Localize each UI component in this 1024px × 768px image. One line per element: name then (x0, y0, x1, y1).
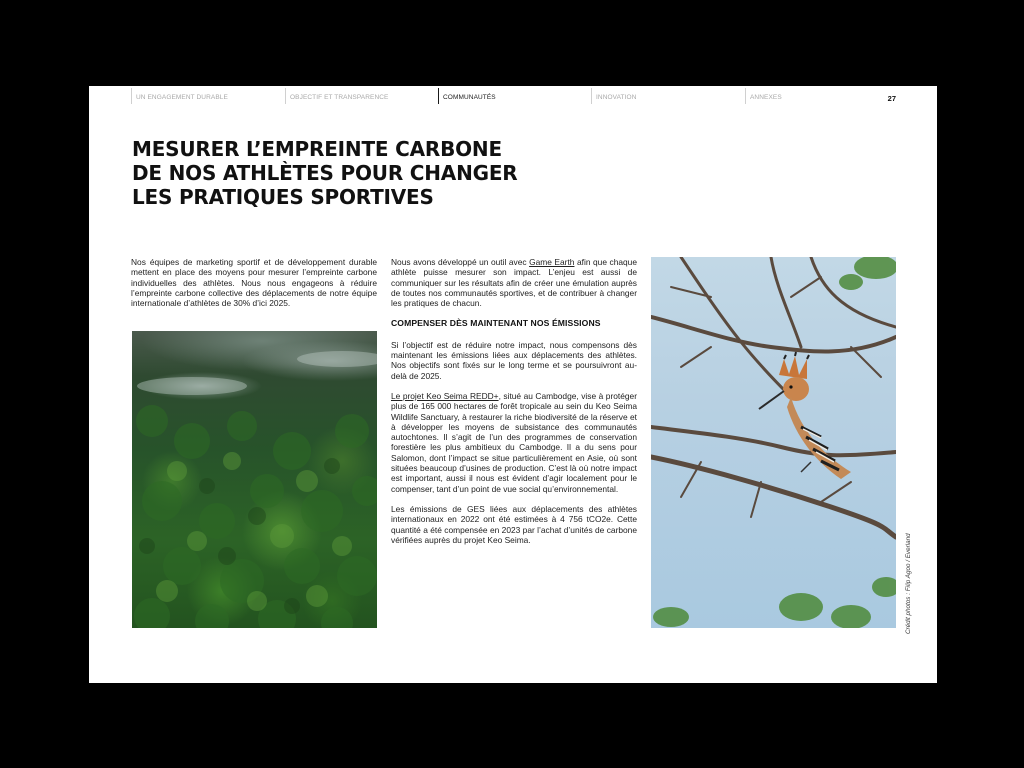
nav-item-engagement[interactable]: UN ENGAGEMENT DURABLE (131, 88, 282, 104)
hoopoe-photo (651, 257, 896, 628)
photo-credit: Crédit photos : Filip Agoo / Everland (905, 533, 912, 634)
middle-column (391, 257, 637, 555)
game-earth-text-after: afin que chaque athlète puisse mesurer son impact. L’enjeu est aussi de communiquer sur les résultats afin de créer une émulation auprès de toutes nos communautés sportives, et de contribuer à changer les pratiques de chacun. (391, 257, 637, 309)
keo-seima-link[interactable]: Le projet Keo Seima REDD+ (391, 390, 499, 401)
game-earth-text-before: Nous avons développé un outil avec (391, 257, 530, 267)
keo-seima-paragraph (391, 391, 637, 494)
title-line-3: LES PRATIQUES SPORTIVES (132, 185, 434, 209)
game-earth-paragraph (391, 257, 637, 308)
nav-item-innovation[interactable]: INNOVATION (591, 88, 742, 104)
game-earth-link[interactable]: Game Earth (529, 257, 575, 267)
compensation-paragraph: Si l’objectif est de réduire notre impact, nous compensons dès maintenant les émissions liées aux déplacements des athlètes. Nos objectifs sont fixés sur le long terme et se poursuivront au-delà de 2025. (391, 339, 637, 381)
forest-photo (132, 331, 377, 628)
report-page (89, 86, 937, 683)
left-column (131, 257, 377, 318)
title-line-2: DE NOS ATHLÈTES POUR CHANGER (132, 161, 518, 185)
emissions-paragraph: Les émissions de GES liées aux déplacements des athlètes internationaux en 2022 ont été estimées à 4 756 tCO2e. Cette quantité a été compensée en 2023 par l’achat d’unités de carbone vérifiées auprès du projet Keo Seima. (391, 503, 637, 545)
nav-item-communautes[interactable]: COMMUNAUTÉS (438, 88, 589, 104)
hoopoe-bird-illustration (651, 257, 896, 628)
keo-seima-text: , situé au Cambodge, vise à protéger plus de 165 000 hectares de forêt tropicale au sein du Keo Seima Wildlife Sanctuary, à restaurer la riche biodiversité de la réserve et à développer les moyens de subsistance des communautés autochtones. Il s’agit de l’un des programmes de conservation forestière les plus ambitieux du Cambodge. Il a du sens pour Salomon, dont l’impact se situe particulièrement en Asie, où sont situées beaucoup d’usines de production. C’est là où notre impact est important, aussi il nous est évident d’agir localement pour le compenser, tant d’un point de vue social qu’environnemental. (391, 390, 637, 494)
page-title (132, 137, 572, 209)
intro-paragraph: Nos équipes de marketing sportif et de développement durable mettent en place des moyens pour mesurer l’empreinte carbone individuelles des athlètes. Nous nous engageons à réduire l’empreinte carbone collective des déplacements de notre équipe internationale d’athlètes de 30% d’ici 2025. (131, 257, 377, 309)
section-heading: COMPENSER DÈS MAINTENANT NOS ÉMISSIONS (391, 318, 601, 329)
section-nav (131, 88, 901, 106)
title-line-1: MESURER L’EMPREINTE CARBONE (132, 137, 502, 161)
nav-item-objectif[interactable]: OBJECTIF ET TRANSPARENCE (285, 88, 436, 104)
nav-item-annexes[interactable]: ANNEXES (745, 88, 896, 104)
forest-canopy-illustration (132, 331, 377, 628)
page-number: 27 (887, 94, 896, 103)
